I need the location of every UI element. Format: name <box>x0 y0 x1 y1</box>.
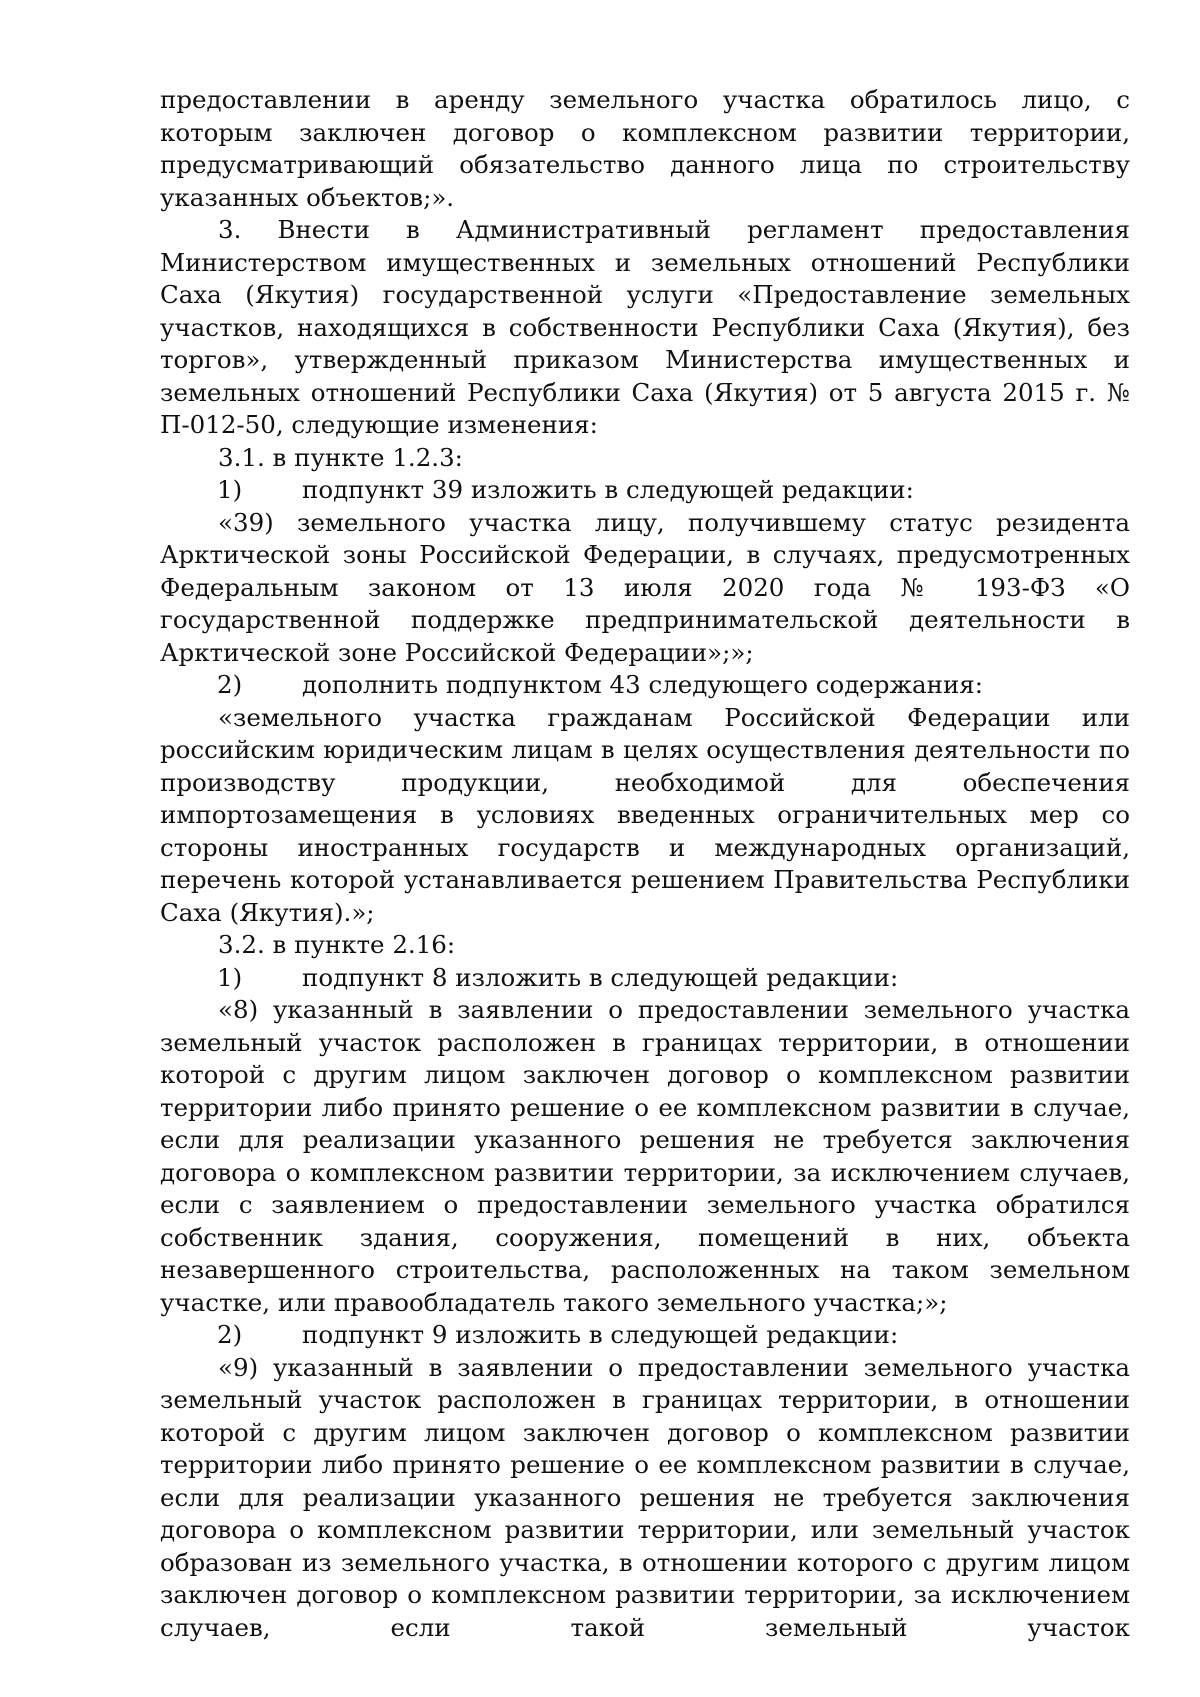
paragraph-continuation: предоставлении в аренду земельного участка обратилось лицо, с которым заключен договор о комплексном развитии территории, предусматривающий обязательство данного лица по строительству указанных объектов;». <box>160 85 1130 212</box>
numbered-subitem <box>160 962 1130 995</box>
document-page <box>160 84 1130 1644</box>
numbered-subitem <box>160 1319 1130 1352</box>
quoted-paragraph-9: «9) указанный в заявлении о предоставлении земельного участка земельный участок расположен в границах территории, в отношении которой с другим лицом заключен договор о комплексном развитии территории либо принято решение о ее комплексном развитии в случае, если для реализации указанного решения не требуется заключения договора о комплексном развитии территории, или земельный участок образован из земельного участка, в отношении которого с другим лицом заключен договор о комплексном развитии территории, за исключением случаев, если такой земельный участок <box>160 1352 1130 1642</box>
quoted-paragraph-8: «8) указанный в заявлении о предоставлении земельного участка земельный участок расположен в границах территории, в отношении которой с другим лицом заключен договор о комплексном развитии территории либо принято решение о ее комплексном развитии в случае, если для реализации указанного решения не требуется заключения договора о комплексном развитии территории, за исключением случаев, если с заявлением о предоставлении земельного участка обратился собственник здания, сооружения, помещений в них, объекта незавершенного строительства, расположенных на таком земельном участке, или правообладатель такого земельного участка;»; <box>160 995 1130 1317</box>
paragraph-item-3-1: 3.1. в пункте 1.2.3: <box>218 442 463 472</box>
subitem-text: дополнить подпунктом 43 следующего содержания: <box>302 670 983 699</box>
quoted-paragraph-43: «земельного участка гражданам Российской Федерации или российским юридическим лицам в целях осуществления деятельности по производству продукции, необходимой для обеспечения импортозамещения в условиях введенных ограничительных мер со стороны иностранных государств и международных организаций, перечень которой устанавливается решением Правительства Республики Саха (Якутия).»; <box>160 702 1130 927</box>
subitem-number: 1) <box>217 962 243 992</box>
numbered-subitem <box>160 669 1130 702</box>
paragraph-item-3-2: 3.2. в пункте 2.16: <box>218 930 456 959</box>
subitem-number: 2) <box>217 1320 243 1349</box>
subitem-text: подпункт 39 изложить в следующей редакции: <box>302 475 914 504</box>
paragraph-item-3: 3. Внести в Административный регламент предоставления Министерством имущественных и земельных отношений Республики Саха (Якутия) государственной услуги «Предоставление земельных участков, находящихся в собственности Республики Саха (Якутия), без торгов», утвержденный приказом Министерства имущественных и земельных отношений Республики Саха (Якутия) от 5 августа 2015 г. № П-012-50, следующие изменения: <box>160 215 1130 439</box>
subitem-text: подпункт 8 изложить в следующей редакции: <box>302 962 899 992</box>
subitem-number: 1) <box>217 475 243 504</box>
numbered-subitem <box>160 474 1130 507</box>
subitem-number: 2) <box>217 670 243 699</box>
quoted-paragraph-39: «39) земельного участка лицу, получившему статус резидента Арктической зоны Российской Федерации, в случаях, предусмотренных Федеральным законом от 13 июля 2020 года № 193-ФЗ «О государственной поддержке предпринимательской деятельности в Арктической зоне Российской Федерации»;»; <box>160 507 1130 667</box>
subitem-text: подпункт 9 изложить в следующей редакции: <box>302 1320 899 1349</box>
